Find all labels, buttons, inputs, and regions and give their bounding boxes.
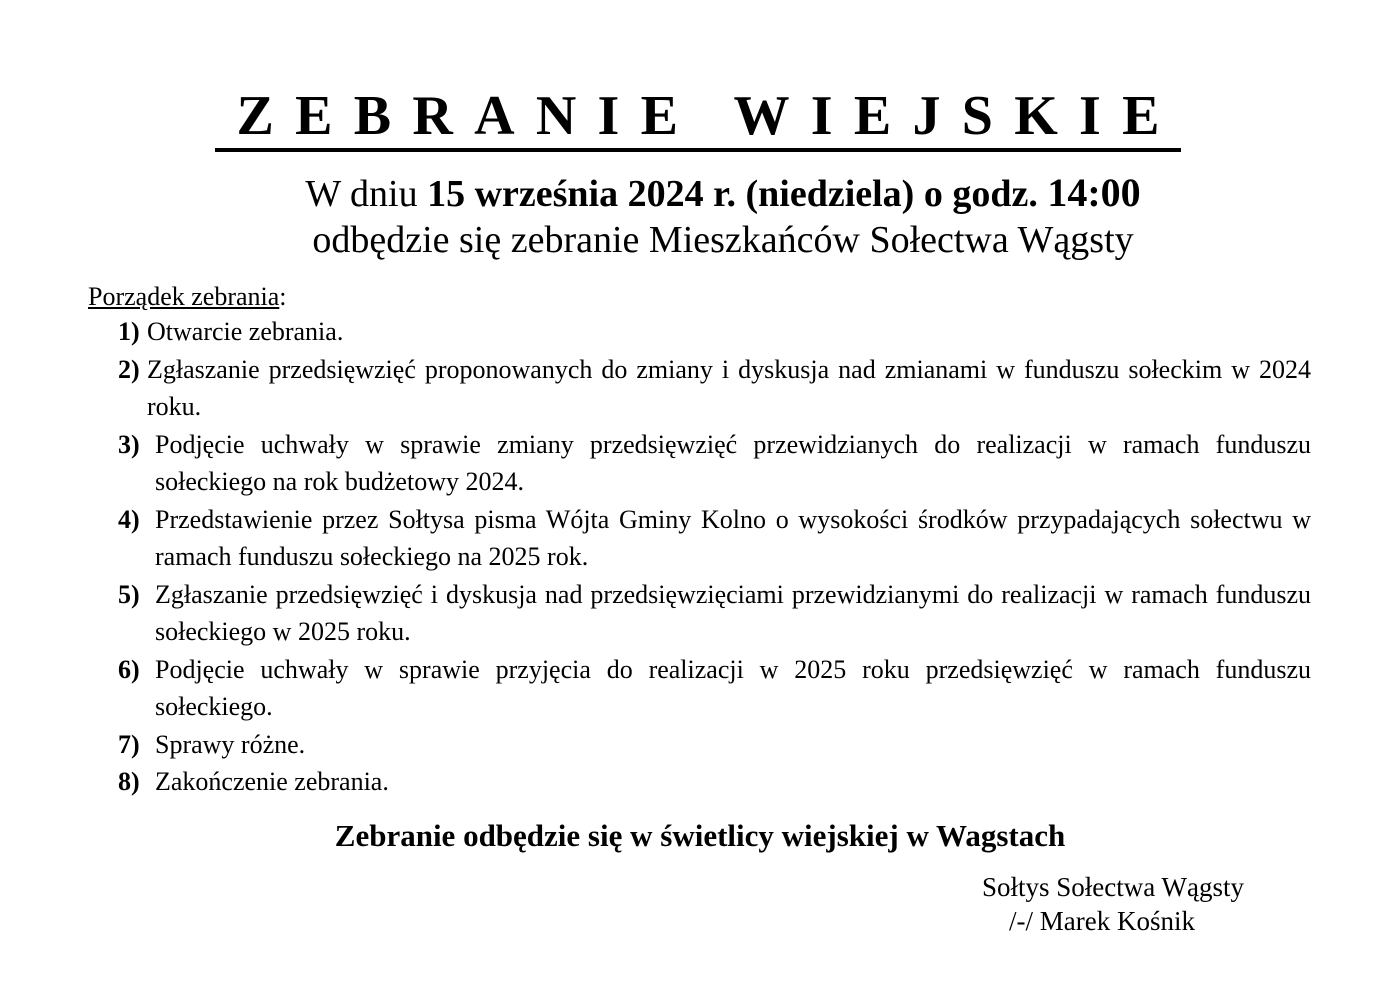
title-text: ZEBRANIE WIEJSKIE <box>215 84 1181 152</box>
agenda-heading-colon: : <box>279 282 287 311</box>
agenda-item-text: Zakończenie zebrania. <box>155 767 389 796</box>
signature-name: /-/ Marek Kośnik <box>1009 906 1195 936</box>
agenda-item <box>118 576 1311 651</box>
agenda-item-text: Podjęcie uchwały w sprawie przyjęcia do realizacji w 2025 roku przedsięwzięć w ramach funduszu sołeckiego. <box>155 654 1311 721</box>
page-title <box>0 84 1396 152</box>
meeting-info <box>0 170 1396 263</box>
agenda-item <box>118 726 1311 764</box>
meeting-place: Zebranie odbędzie się w świetlicy wiejskiej w Wagstach <box>334 818 1066 853</box>
announcement-line: odbędzie się zebranie Mieszkańców Sołectwa Wągsty <box>312 219 1134 261</box>
signature-role: Sołtys Sołectwa Wągsty <box>982 872 1244 902</box>
meeting-date: 15 września 2024 r. (niedziela) o godz. <box>427 173 1048 215</box>
agenda-item <box>118 763 1311 801</box>
date-line <box>0 170 1396 217</box>
meeting-time: 14:00 <box>1047 170 1141 215</box>
agenda-heading <box>88 281 287 313</box>
agenda-item-text: Przedstawienie przez Sołtysa pisma Wójta Gminy Kolno o wysokości środków przypadających sołectwu w ramach funduszu sołeckiego na 2025 rok. <box>155 504 1311 571</box>
agenda-item <box>118 313 1311 351</box>
agenda-item-number: 8) <box>118 767 140 796</box>
agenda-item <box>118 426 1311 501</box>
agenda-heading-text: Porządek zebrania <box>88 282 280 311</box>
agenda-item-text: Zgłaszanie przedsięwzięć proponowanych do zmiany i dyskusja nad zmianami w funduszu sołeckim w 2024 roku. <box>147 354 1311 421</box>
agenda-item-text: Zgłaszanie przedsięwzięć i dyskusja nad przedsięwzięciami przewidzianymi do realizacji w ramach funduszu sołeckiego w 2025 roku. <box>155 579 1311 646</box>
agenda-item-number: 3) <box>118 429 140 459</box>
agenda-item-number: 1) <box>118 317 140 346</box>
agenda-item-text: Otwarcie zebrania. <box>147 317 344 346</box>
agenda-item-number: 2) <box>118 354 140 384</box>
date-prefix: W dniu <box>305 173 428 215</box>
agenda-item-number: 6) <box>118 654 140 684</box>
agenda-item <box>118 651 1311 726</box>
signature-block <box>982 870 1244 938</box>
agenda-item-text: Podjęcie uchwały w sprawie zmiany przedsięwzięć przewidzianych do realizacji w ramach funduszu sołeckiego na rok budżetowy 2024. <box>155 429 1311 496</box>
agenda-item-number: 5) <box>118 579 140 609</box>
agenda-item <box>118 351 1311 426</box>
agenda-item-text: Sprawy różne. <box>155 729 306 759</box>
agenda-item <box>118 501 1311 576</box>
agenda-item-number: 7) <box>118 729 140 759</box>
agenda-list <box>118 313 1311 801</box>
agenda-item-number: 4) <box>118 504 140 534</box>
